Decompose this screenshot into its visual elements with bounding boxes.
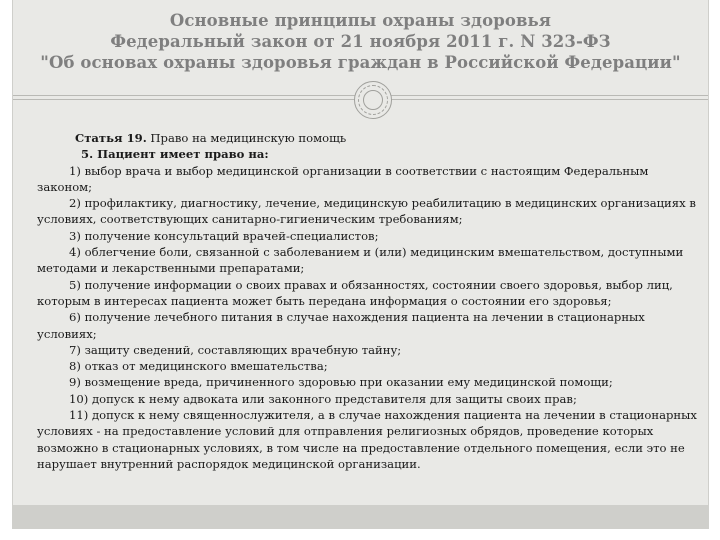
- article-text: [37, 130, 707, 472]
- slide: [12, 0, 709, 529]
- footer-bar: [13, 505, 708, 529]
- decorative-medallion-icon: [354, 81, 392, 119]
- article-heading: [37, 130, 707, 146]
- list-item: 2) профилактику, диагностику, лечение, медицинскую реабилитацию в медицинских организациях в условиях, соответствующих санитарно-гигиеническим требованиям;: [37, 196, 696, 227]
- list-item: 11) допуск к нему священнослужителя, а в случае нахождения пациента на лечении в стационарных условиях - на предоставление условий для отправления религиозных обрядов, проведение которых возможно в стационарных условиях, в том числе на предоставление отдельного помещения, если это не нарушает внутренний распорядок медицинской организации.: [37, 408, 697, 471]
- list-item: 9) возмещение вреда, причиненного здоровью при оказании ему медицинской помощи;: [69, 375, 613, 390]
- article-label: Статья 19.: [75, 131, 147, 145]
- list-item: 8) отказ от медицинского вмешательства;: [69, 359, 328, 374]
- list-item: 4) облегчение боли, связанной с заболеванием и (или) медицинским вмешательством, доступными методами и лекарственными препаратами;: [37, 245, 684, 276]
- title-line-1: Основные принципы охраны здоровья: [169, 11, 552, 30]
- list-item: 10) допуск к нему адвоката или законного представителя для защиты своих прав;: [69, 391, 577, 406]
- article-title: Право на медицинскую помощь: [146, 131, 347, 145]
- title-line-2: Федеральный закон от 21 ноября 2011 г. N 323-ФЗ: [110, 32, 611, 51]
- list-item: 5) получение информации о своих правах и обязанностях, состоянии своего здоровья, выбор лиц, которым в интересах пациента может быть передана информация о состоянии его здоровья;: [37, 277, 673, 308]
- list-item: 3) получение консультаций врачей-специалистов;: [69, 228, 379, 243]
- title-line-3: "Об основах охраны здоровья граждан в Российской Федерации": [40, 53, 681, 72]
- list-item: 6) получение лечебного питания в случае нахождения пациента на лечении в стационарных условиях;: [37, 310, 645, 341]
- list-item: 1) выбор врача и выбор медицинской организации в соответствии с настоящим Федеральным законом;: [37, 163, 649, 194]
- list-item: 7) защиту сведений, составляющих врачебную тайну;: [69, 342, 402, 357]
- article-subsection: 5. Пациент имеет право на:: [81, 147, 269, 162]
